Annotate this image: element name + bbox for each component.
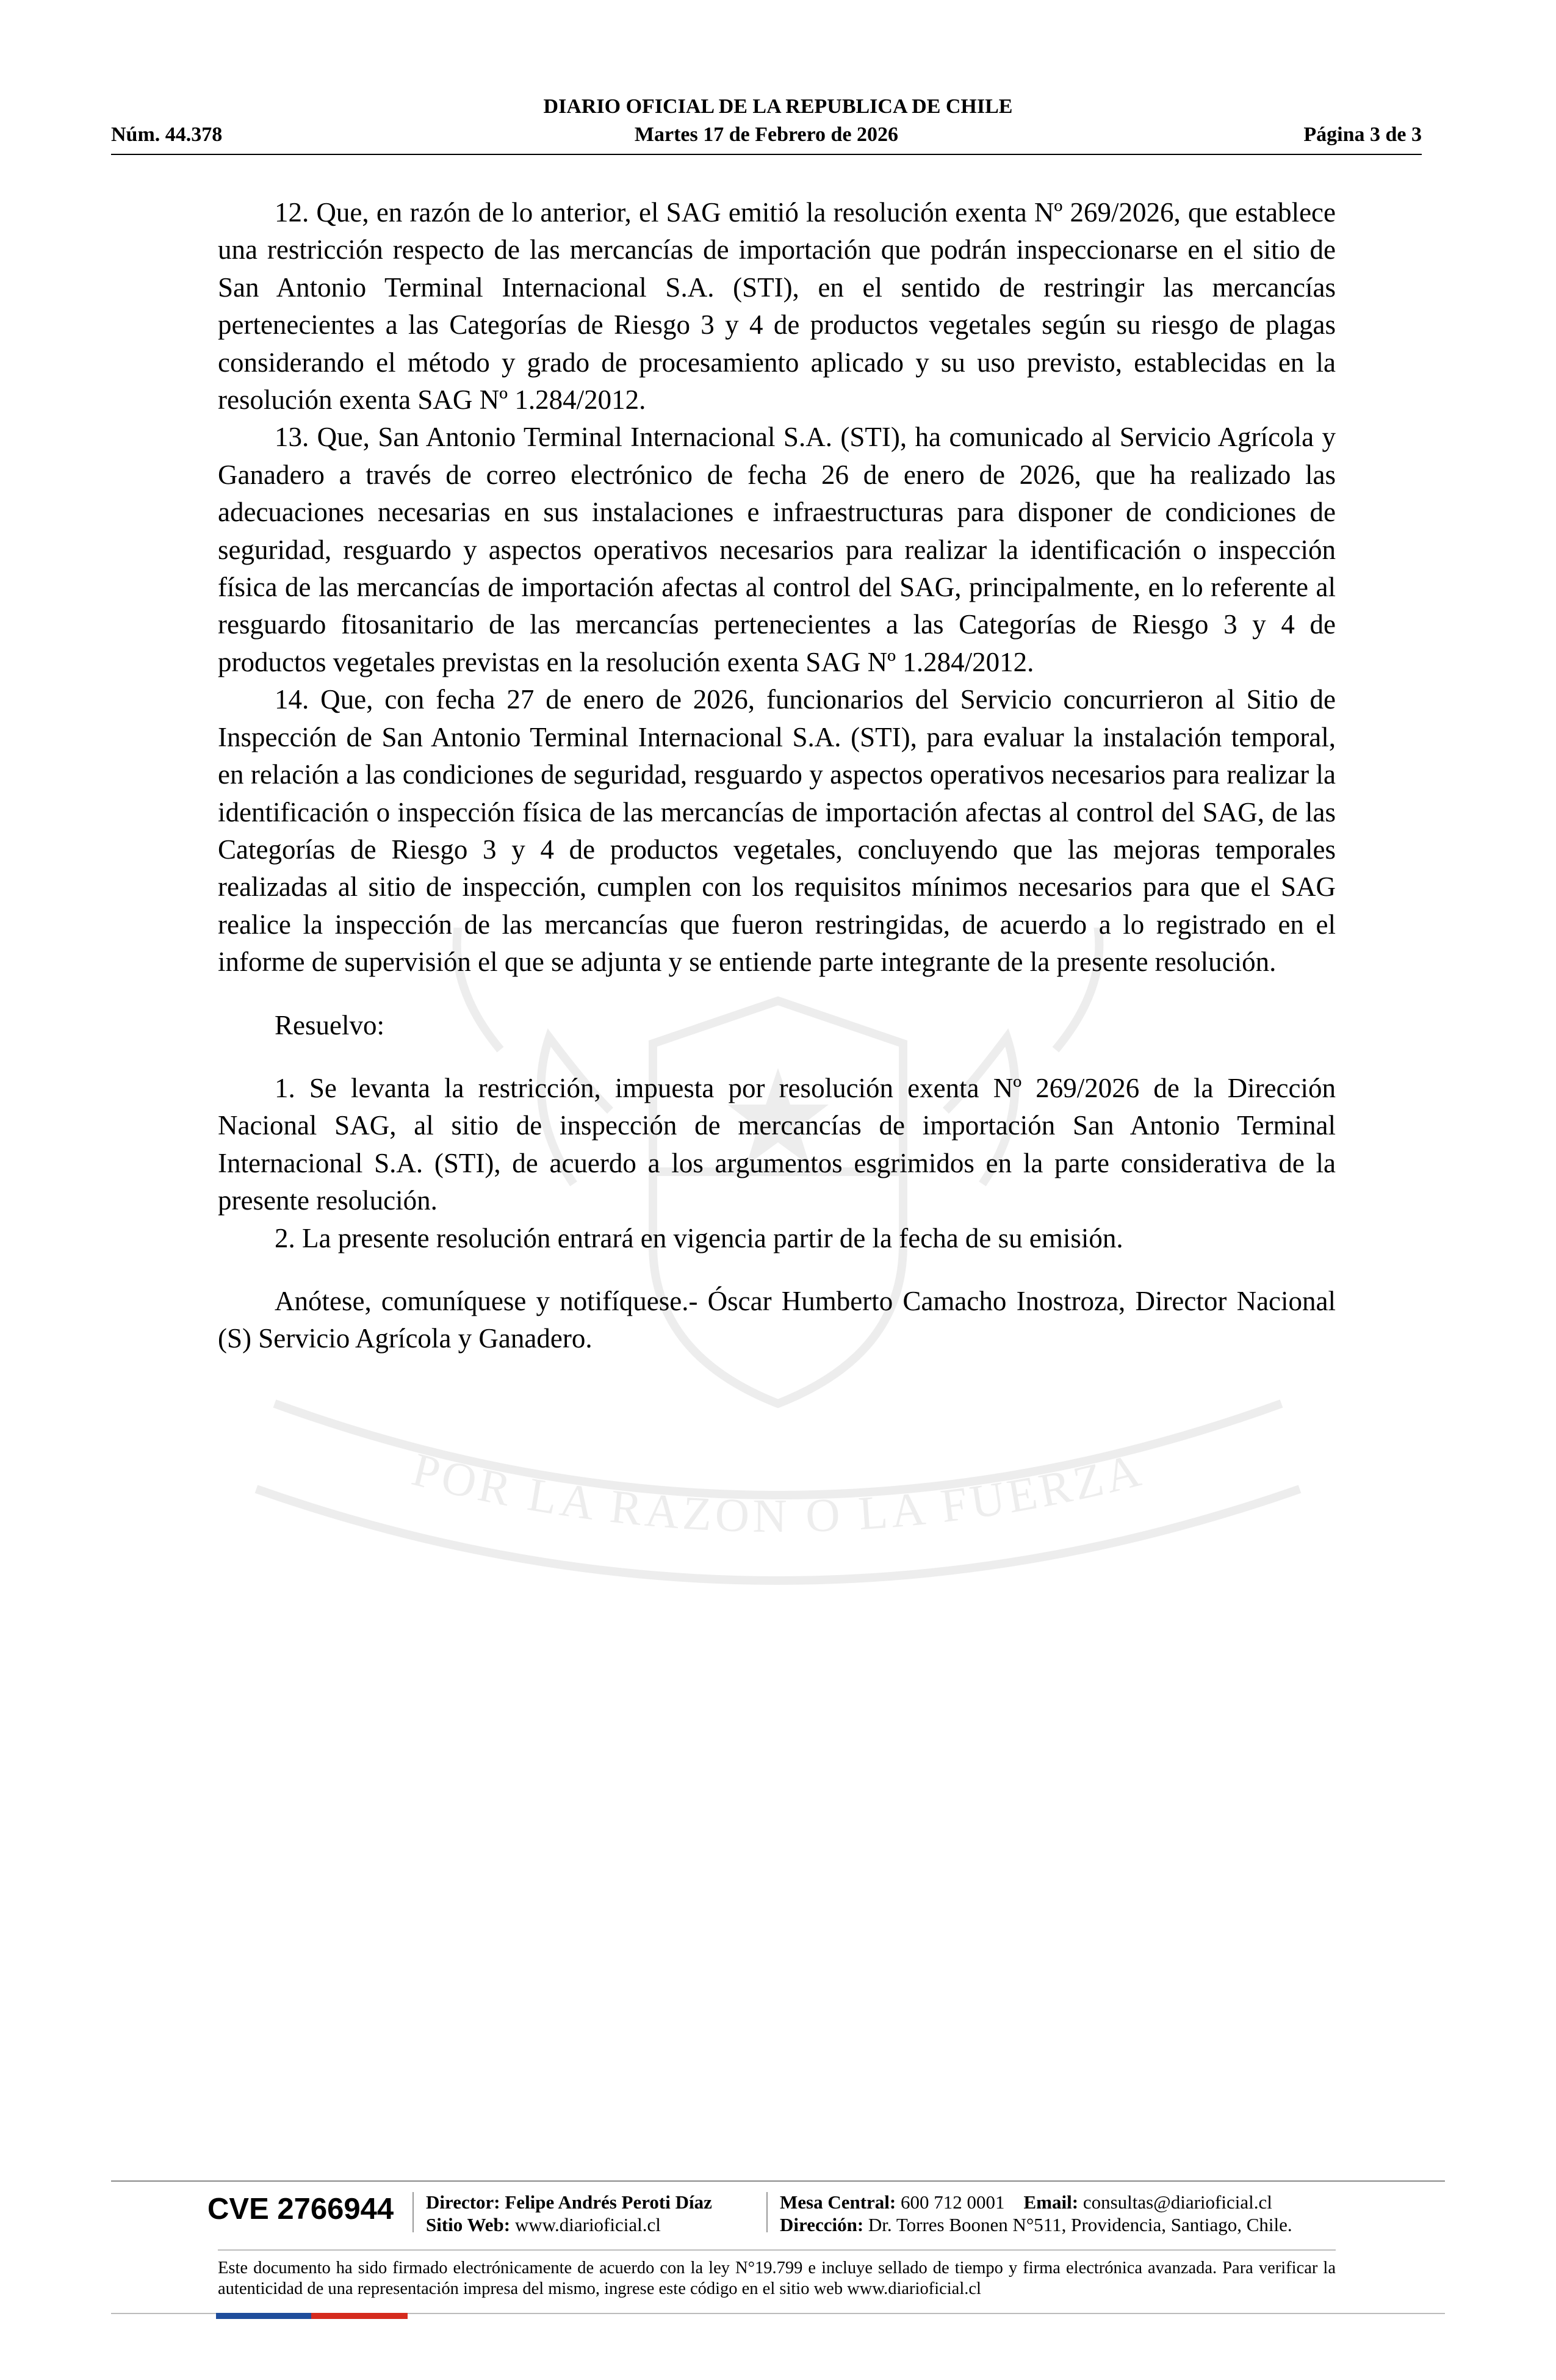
direccion-value: Dr. Torres Boonen N°511, Providencia, Santiago, Chile. [868, 2214, 1292, 2235]
paragraph-12: 12. Que, en razón de lo anterior, el SAG emitió la resolución exenta Nº 269/2026, que establece una restricción respecto de las mercancías de importación que podrán inspeccionarse en el sitio de San Antonio Terminal Internacional S.A. (STI), en el sentido de restringir las mercancías pertenecientes a las Categorías de Riesgo 3 y 4 de productos vegetales según su riesgo de plagas considerando el método y grado de procesamiento aplicado y su uso previsto, establecidas en la resolución exenta SAG Nº 1.284/2012. [218, 197, 1336, 416]
resolution-1: 1. Se levanta la restricción, impuesta por resolución exenta Nº 269/2026 de la Dirección Nacional SAG, al sitio de inspección de mercancías de importación San Antonio Terminal Internacional S.A. (STI), de acuerdo a los argumentos esgrimidos en la parte considerativa de la presente resolución. [218, 1072, 1336, 1216]
page-indicator: Página 3 de 3 [1303, 123, 1422, 146]
svg-text:POR LA RAZON O LA FUERZA [407, 1442, 1149, 1542]
issue-number: Núm. 44.378 [111, 123, 223, 146]
footer-separator [412, 2192, 414, 2232]
footer-separator [766, 2192, 768, 2232]
footer-contact-block [780, 2191, 1292, 2236]
web-link[interactable]: www.diarioficial.cl [514, 2214, 661, 2235]
footer-divider-mid [218, 2249, 1336, 2251]
web-label: Sitio Web: [426, 2214, 511, 2235]
direccion-label: Dirección: [780, 2214, 864, 2235]
paragraph-14: 14. Que, con fecha 27 de enero de 2026, funcionarios del Servicio concurrieron al Sitio de Inspección de San Antonio Terminal Internacional S.A. (STI), para evaluar la instalación temporal, en relación a las condiciones de seguridad, resguardo y aspectos operativos necesarios para realizar la identificación o inspección física de las mercancías de importación afectas al control del SAG, de las Categorías de Riesgo 3 y 4 de productos vegetales, concluyendo que las mejoras temporales realizadas al sitio de inspección, cumplen con los requisitos mínimos necesarios para que el SAG realice la inspección de las mercancías que fueron restringidas, de acuerdo a lo registrado en el informe de supervisión el que se adjunta y se entiende parte integrante de la presente resolución. [218, 684, 1336, 978]
cve-code: CVE 2766944 [207, 2193, 394, 2226]
header-divider [111, 154, 1422, 155]
director-label: Director: [426, 2191, 500, 2213]
email-link[interactable]: consultas@diarioficial.cl [1082, 2191, 1272, 2213]
resuelvo-heading: Resuelvo: [275, 1009, 384, 1040]
document-body [218, 194, 1336, 1358]
closing-signature: Anótese, comuníquese y notifíquese.- Óscar Humberto Camacho Inostroza, Director Nacional (S) Servicio Agrícola y Ganadero. [218, 1285, 1336, 1354]
paragraph-13: 13. Que, San Antonio Terminal Internacional S.A. (STI), ha comunicado al Servicio Agrícola y Ganadero a través de correo electrónico de fecha 26 de enero de 2026, que ha realizado las adecuaciones necesarias en sus instalaciones e infraestructuras para disponer de condiciones de seguridad, resguardo y aspectos operativos necesarios para realizar la identificación o inspección física de las mercancías de importación afectas al control del SAG, principalmente, en lo referente al resguardo fitosanitario de las mercancías pertenecientes a las Categorías de Riesgo 3 y 4 de productos vegetales previstas en la resolución exenta SAG Nº 1.284/2012. [218, 422, 1336, 677]
mesa-phone: 600 712 0001 [901, 2191, 1005, 2213]
flag-bar-blue [216, 2313, 311, 2319]
resolution-2: 2. La presente resolución entrará en vigencia partir de la fecha de su emisión. [275, 1222, 1123, 1253]
footer-divider-top [111, 2180, 1445, 2182]
flag-bar-red [311, 2313, 408, 2319]
legal-notice: Este documento ha sido firmado electrónicamente de acuerdo con la ley N°19.799 e incluye sellado de tiempo y firma electrónica avanzada. Para verificar la autenticidad de una representación impresa del mismo, ingrese este código en el sitio web www.diarioficial.cl [218, 2259, 1336, 2298]
footer-director-block [426, 2191, 712, 2236]
email-label: Email: [1023, 2191, 1079, 2213]
motto-text: POR LA RAZON O LA FUERZA [407, 1442, 1149, 1543]
newspaper-title: DIARIO OFICIAL DE LA REPUBLICA DE CHILE [543, 95, 1013, 118]
director-name: Felipe Andrés Peroti Díaz [505, 2191, 712, 2213]
mesa-label: Mesa Central: [780, 2191, 896, 2213]
issue-date: Martes 17 de Febrero de 2026 [634, 123, 899, 146]
